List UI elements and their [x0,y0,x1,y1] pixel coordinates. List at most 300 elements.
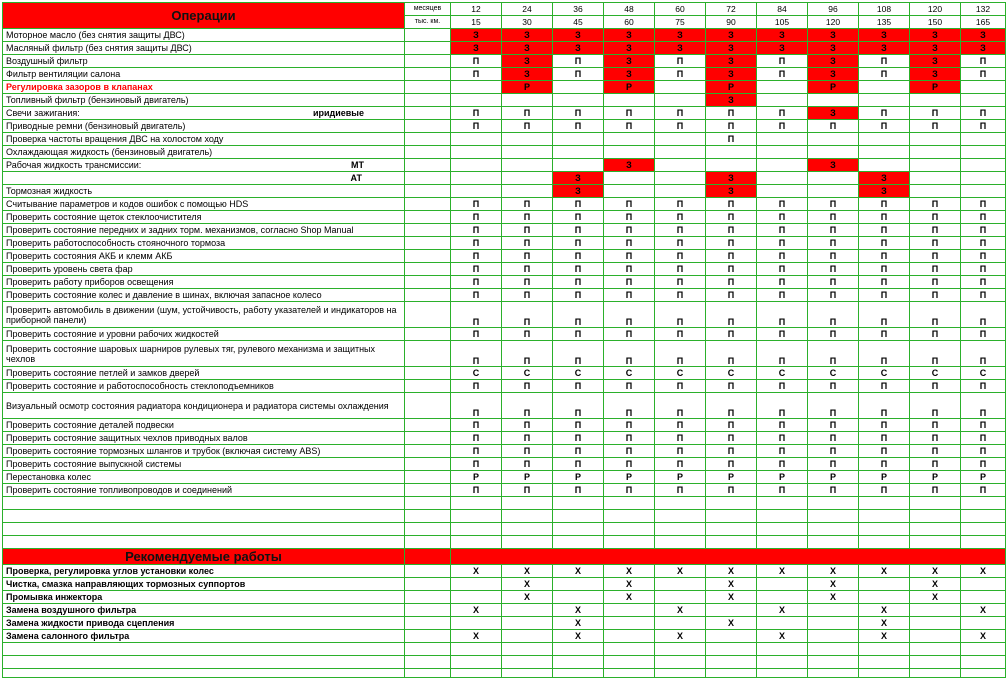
schedule-cell: П [655,380,706,393]
schedule-cell: П [859,107,910,120]
operation-row [3,302,1006,328]
schedule-cell: П [961,445,1006,458]
recommended-cell: Х [604,578,655,591]
recommended-cell [502,630,553,643]
schedule-cell: П [553,380,604,393]
schedule-cell: Р [502,81,553,94]
empty-cell [757,536,808,549]
empty-row [3,669,1006,678]
schedule-cell: П [961,107,1006,120]
schedule-cell: П [961,341,1006,367]
schedule-cell: П [553,341,604,367]
schedule-cell: П [502,276,553,289]
recommended-cell: Х [859,617,910,630]
maintenance-schedule-table [2,2,1006,678]
schedule-cell: П [451,237,502,250]
schedule-cell: С [604,367,655,380]
km-cell: 60 [604,16,655,29]
spacer-cell [405,237,451,250]
schedule-cell: П [706,263,757,276]
recommended-cell: Х [451,604,502,617]
schedule-cell: П [757,432,808,445]
schedule-cell: П [808,120,859,133]
schedule-cell: З [757,42,808,55]
km-cell: 135 [859,16,910,29]
schedule-cell: Р [859,471,910,484]
schedule-cell: П [961,484,1006,497]
operation-label-text: Перестановка колес [6,472,92,482]
empty-cell [808,643,859,656]
operation-label [3,380,405,393]
empty-cell [757,643,808,656]
schedule-cell [502,146,553,159]
schedule-cell: П [808,250,859,263]
schedule-cell: З [502,68,553,81]
schedule-cell: П [553,419,604,432]
empty-cell [808,523,859,536]
schedule-cell [910,172,961,185]
schedule-cell: П [451,445,502,458]
schedule-cell: З [808,68,859,81]
empty-cell [859,536,910,549]
schedule-cell: П [706,289,757,302]
operation-label [3,81,405,94]
schedule-cell [961,172,1006,185]
operation-row [3,146,1006,159]
schedule-cell: П [502,263,553,276]
recommended-cell [961,578,1006,591]
recommended-cell [502,617,553,630]
schedule-cell: П [910,224,961,237]
schedule-cell [655,133,706,146]
operation-row [3,55,1006,68]
month-cell: 60 [655,3,706,16]
schedule-cell: П [859,198,910,211]
schedule-cell: Р [604,471,655,484]
spacer-cell [405,289,451,302]
empty-cell [706,656,757,669]
operation-row [3,133,1006,146]
operation-sublabel: АТ [350,173,362,183]
operation-label [3,367,405,380]
schedule-cell: П [553,263,604,276]
schedule-cell: П [961,419,1006,432]
schedule-cell: С [757,367,808,380]
schedule-cell: П [655,198,706,211]
schedule-cell [859,159,910,172]
schedule-cell: П [808,263,859,276]
schedule-cell: П [961,328,1006,341]
schedule-cell [910,146,961,159]
schedule-cell: З [451,29,502,42]
operation-label-text: Проверить состояние и работоспособность стеклоподъемников [6,381,274,391]
schedule-cell: П [757,302,808,328]
schedule-cell: П [859,250,910,263]
recommended-cell: Х [706,617,757,630]
schedule-cell: П [859,393,910,419]
schedule-cell: З [502,55,553,68]
recommended-cell: Х [553,565,604,578]
recommended-cell [655,617,706,630]
schedule-cell: П [706,432,757,445]
schedule-cell: З [604,159,655,172]
operation-label [3,120,405,133]
schedule-cell: П [451,341,502,367]
empty-cell [961,656,1006,669]
schedule-cell: П [655,250,706,263]
operation-label [3,237,405,250]
schedule-cell: П [655,276,706,289]
spacer-cell [405,471,451,484]
schedule-cell: П [961,289,1006,302]
schedule-cell: Р [655,471,706,484]
schedule-cell: П [910,263,961,276]
schedule-cell [757,133,808,146]
empty-cell [3,523,405,536]
km-cell: 165 [961,16,1006,29]
schedule-cell: С [808,367,859,380]
schedule-cell: П [604,276,655,289]
recommended-cell [706,630,757,643]
schedule-cell: З [706,55,757,68]
recommended-cell [706,604,757,617]
schedule-cell [451,133,502,146]
spacer-cell [405,29,451,42]
schedule-cell: П [808,419,859,432]
schedule-cell: П [604,289,655,302]
schedule-cell: П [502,198,553,211]
schedule-cell: Р [757,471,808,484]
recommended-cell: Х [553,604,604,617]
schedule-cell [757,185,808,198]
schedule-cell: З [808,107,859,120]
schedule-cell: З [808,159,859,172]
schedule-cell: П [502,237,553,250]
schedule-cell: Р [910,81,961,94]
schedule-cell: П [451,328,502,341]
spacer-cell [405,341,451,367]
schedule-cell: П [655,263,706,276]
recommended-cell [553,591,604,604]
schedule-cell: П [757,237,808,250]
schedule-cell: П [910,302,961,328]
schedule-cell: П [859,458,910,471]
recommended-cell [808,617,859,630]
empty-cell [3,643,405,656]
schedule-cell: П [706,328,757,341]
operation-label-text: Проверить уровень света фар [6,264,133,274]
operation-label-text: Проверить состояние колес и давление в шинах, включая запасное колесо [6,290,322,300]
schedule-cell: П [655,458,706,471]
schedule-cell [502,133,553,146]
schedule-cell: П [910,237,961,250]
operation-row [3,172,1006,185]
schedule-cell: З [808,42,859,55]
schedule-cell: П [910,445,961,458]
schedule-cell: П [604,237,655,250]
schedule-cell [502,159,553,172]
month-cell: 48 [604,3,655,16]
recommended-cell [910,604,961,617]
recommended-row [3,617,1006,630]
empty-cell [604,536,655,549]
schedule-cell: П [502,211,553,224]
schedule-cell: П [604,445,655,458]
operation-label-text: Проверить состояние шаровых шарниров рулевых тяг, рулевого механизма и защитных чехлов [6,343,376,364]
schedule-cell [910,133,961,146]
empty-cell [451,536,502,549]
schedule-cell [451,81,502,94]
operation-label [3,393,405,419]
recommended-cell [553,578,604,591]
schedule-cell: С [655,367,706,380]
schedule-cell: П [859,55,910,68]
schedule-cell: П [757,120,808,133]
schedule-cell: П [757,68,808,81]
recommended-cell [451,578,502,591]
km-cell: 105 [757,16,808,29]
schedule-cell [553,81,604,94]
empty-cell [859,643,910,656]
spacer-cell [405,120,451,133]
schedule-cell [655,146,706,159]
month-cell: 24 [502,3,553,16]
operation-label [3,185,405,198]
schedule-cell: П [808,224,859,237]
schedule-cell [961,159,1006,172]
recommended-cell: Х [910,565,961,578]
empty-cell [706,497,757,510]
schedule-cell: П [604,120,655,133]
month-cell: 36 [553,3,604,16]
operation-label-text: Свечи зажигания: [6,108,80,118]
schedule-cell: З [553,42,604,55]
operation-label [3,159,405,172]
schedule-cell [655,94,706,107]
schedule-cell: П [553,302,604,328]
empty-cell [405,536,451,549]
operation-label [3,55,405,68]
schedule-cell: П [910,393,961,419]
schedule-cell [451,159,502,172]
operation-label [3,211,405,224]
schedule-cell: З [910,42,961,55]
schedule-cell: П [808,198,859,211]
schedule-cell [859,133,910,146]
schedule-cell: П [451,263,502,276]
operation-row [3,159,1006,172]
schedule-cell: П [706,107,757,120]
schedule-cell [604,172,655,185]
schedule-cell: П [961,393,1006,419]
schedule-cell: П [604,419,655,432]
empty-row [3,497,1006,510]
month-cell: 120 [910,3,961,16]
schedule-cell: Р [961,471,1006,484]
recommended-label: Замена салонного фильтра [3,630,405,643]
empty-cell [405,510,451,523]
schedule-cell: П [604,393,655,419]
schedule-cell: П [961,237,1006,250]
schedule-cell [604,146,655,159]
schedule-cell: П [502,328,553,341]
operation-row [3,393,1006,419]
empty-row [3,643,1006,656]
schedule-cell: П [961,302,1006,328]
schedule-cell [808,133,859,146]
recommended-cell: Х [553,630,604,643]
schedule-cell: П [910,276,961,289]
recommended-cell [859,578,910,591]
spacer-cell [405,263,451,276]
schedule-cell: П [451,120,502,133]
schedule-cell: П [655,120,706,133]
schedule-cell: П [553,445,604,458]
schedule-cell: П [961,198,1006,211]
schedule-cell: П [757,263,808,276]
operation-label [3,289,405,302]
schedule-cell: П [859,328,910,341]
schedule-cell: П [655,393,706,419]
recommended-row [3,578,1006,591]
schedule-cell: П [553,68,604,81]
spacer-cell [405,591,451,604]
recommended-cell [961,617,1006,630]
schedule-cell: З [706,68,757,81]
empty-cell [910,497,961,510]
schedule-cell: П [706,276,757,289]
operation-row [3,29,1006,42]
operation-label-text: Проверить состояние петлей и замков дверей [6,368,200,378]
operation-label-text: Охлаждающая жидкость (бензиновый двигатель) [6,147,213,157]
schedule-cell [706,146,757,159]
schedule-cell: П [451,224,502,237]
schedule-cell [961,146,1006,159]
schedule-cell: П [859,484,910,497]
operation-row [3,120,1006,133]
schedule-cell: П [553,276,604,289]
operation-label-text: Рабочая жидкость трансмиссии: [6,160,142,170]
schedule-cell: П [655,68,706,81]
recommended-cell: Х [808,578,859,591]
recommended-cell: Х [451,565,502,578]
schedule-cell: Р [706,471,757,484]
schedule-cell: П [451,107,502,120]
recommended-cell [604,630,655,643]
schedule-cell: П [553,432,604,445]
spacer-cell [405,445,451,458]
schedule-cell: П [451,276,502,289]
schedule-cell [757,159,808,172]
empty-cell [859,656,910,669]
empty-cell [757,510,808,523]
spacer-cell [405,578,451,591]
schedule-cell: П [553,224,604,237]
schedule-cell [451,185,502,198]
schedule-cell: П [451,380,502,393]
schedule-cell: З [604,29,655,42]
empty-cell [553,497,604,510]
schedule-cell: П [706,445,757,458]
schedule-cell: П [961,263,1006,276]
schedule-cell: П [859,224,910,237]
operation-label-text: Проверить состояние деталей подвески [6,420,174,430]
operation-label [3,471,405,484]
schedule-cell: П [553,120,604,133]
recommended-cell: Х [706,591,757,604]
empty-cell [859,510,910,523]
schedule-cell: П [757,445,808,458]
operation-label [3,432,405,445]
operation-row [3,328,1006,341]
recommended-cell: Х [808,565,859,578]
empty-cell [553,669,604,678]
schedule-cell: П [604,250,655,263]
schedule-cell: П [859,120,910,133]
operation-row [3,250,1006,263]
operation-row [3,68,1006,81]
operation-label-text: Проверить состояние и уровни рабочих жидкостей [6,329,219,339]
operation-label [3,276,405,289]
recommended-cell [451,617,502,630]
schedule-cell: З [859,29,910,42]
empty-cell [808,656,859,669]
schedule-cell: П [757,328,808,341]
schedule-cell: С [451,367,502,380]
operation-row [3,107,1006,120]
operation-row [3,380,1006,393]
empty-cell [910,669,961,678]
recommended-label: Замена жидкости привода сцепления [3,617,405,630]
schedule-cell: З [502,42,553,55]
schedule-cell: П [859,263,910,276]
schedule-cell [910,185,961,198]
empty-cell [502,510,553,523]
operation-row [3,81,1006,94]
schedule-cell [655,159,706,172]
spacer-cell [405,211,451,224]
schedule-cell: П [502,445,553,458]
schedule-cell: П [451,211,502,224]
schedule-cell: П [655,55,706,68]
empty-cell [604,669,655,678]
schedule-cell [961,185,1006,198]
empty-cell [553,656,604,669]
operations-title: Операции [3,3,405,29]
recommended-cell [961,591,1006,604]
recommended-cell: Х [757,565,808,578]
schedule-cell: П [910,198,961,211]
schedule-cell: П [859,445,910,458]
km-cell: 90 [706,16,757,29]
schedule-cell: П [757,393,808,419]
operation-label-text: Проверить состояние защитных чехлов приводных валов [6,433,248,443]
schedule-cell: П [655,445,706,458]
empty-cell [757,656,808,669]
schedule-cell: С [706,367,757,380]
schedule-cell: П [757,484,808,497]
operation-label [3,172,405,185]
schedule-cell: З [706,29,757,42]
km-cell: 120 [808,16,859,29]
schedule-cell: П [961,380,1006,393]
recommended-cell: Х [808,591,859,604]
empty-cell [553,510,604,523]
operation-label-text: Проверить состояние щеток стеклоочистителя [6,212,202,222]
schedule-cell: П [553,211,604,224]
empty-cell [655,643,706,656]
schedule-cell: З [910,68,961,81]
